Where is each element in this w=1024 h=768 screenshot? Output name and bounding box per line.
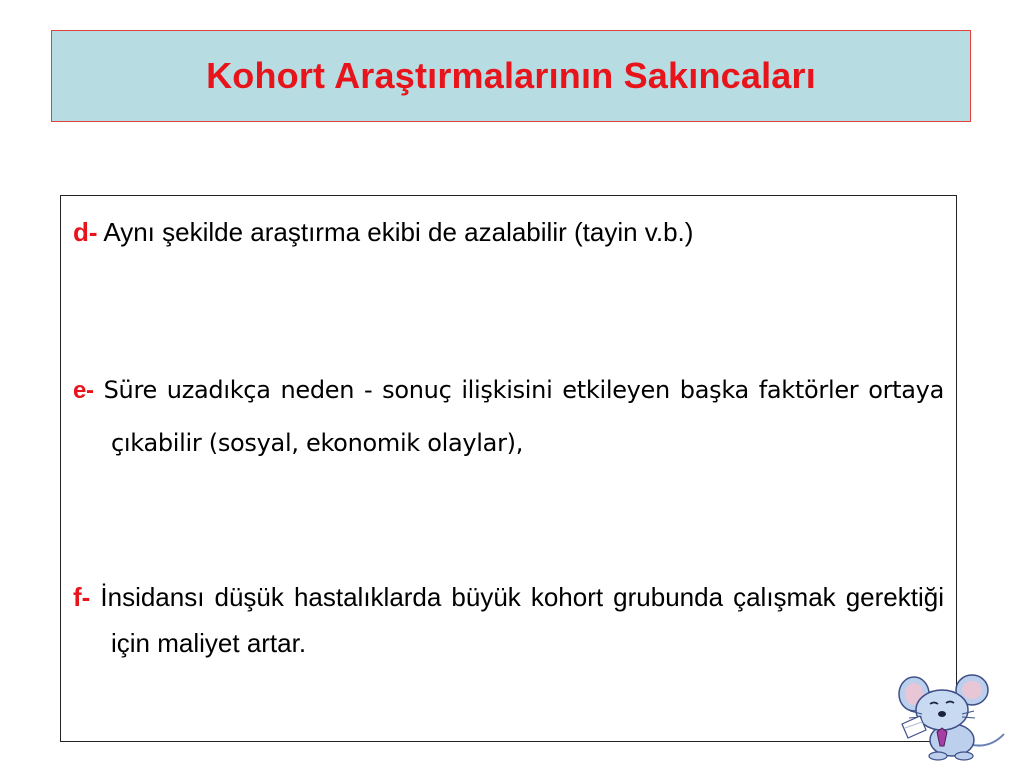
list-marker: f- [73, 582, 91, 612]
list-marker: d- [73, 217, 98, 247]
mouse-cartoon-icon [892, 672, 1010, 762]
list-marker: e- [73, 377, 94, 404]
list-item-text: Süre uzadıkça neden - sonuç ilişkisini etkileyen başka faktörler ortaya çıkabilir (sosyal, ekonomik olaylar), [103, 376, 944, 457]
list-item-f [73, 574, 944, 666]
list-item-d [73, 210, 944, 254]
page-title: Kohort Araştırmalarının Sakıncaları [206, 55, 816, 96]
title-banner [51, 30, 971, 122]
list-item-text: Aynı şekilde araştırma ekibi de azalabilir (tayin v.b.) [103, 217, 694, 247]
list-item-text: İnsidansı düşük hastalıklarda büyük kohort grubunda çalışmak gerektiği için maliyet artar. [100, 582, 944, 658]
list-item-e [73, 364, 944, 469]
content-box [60, 195, 957, 742]
